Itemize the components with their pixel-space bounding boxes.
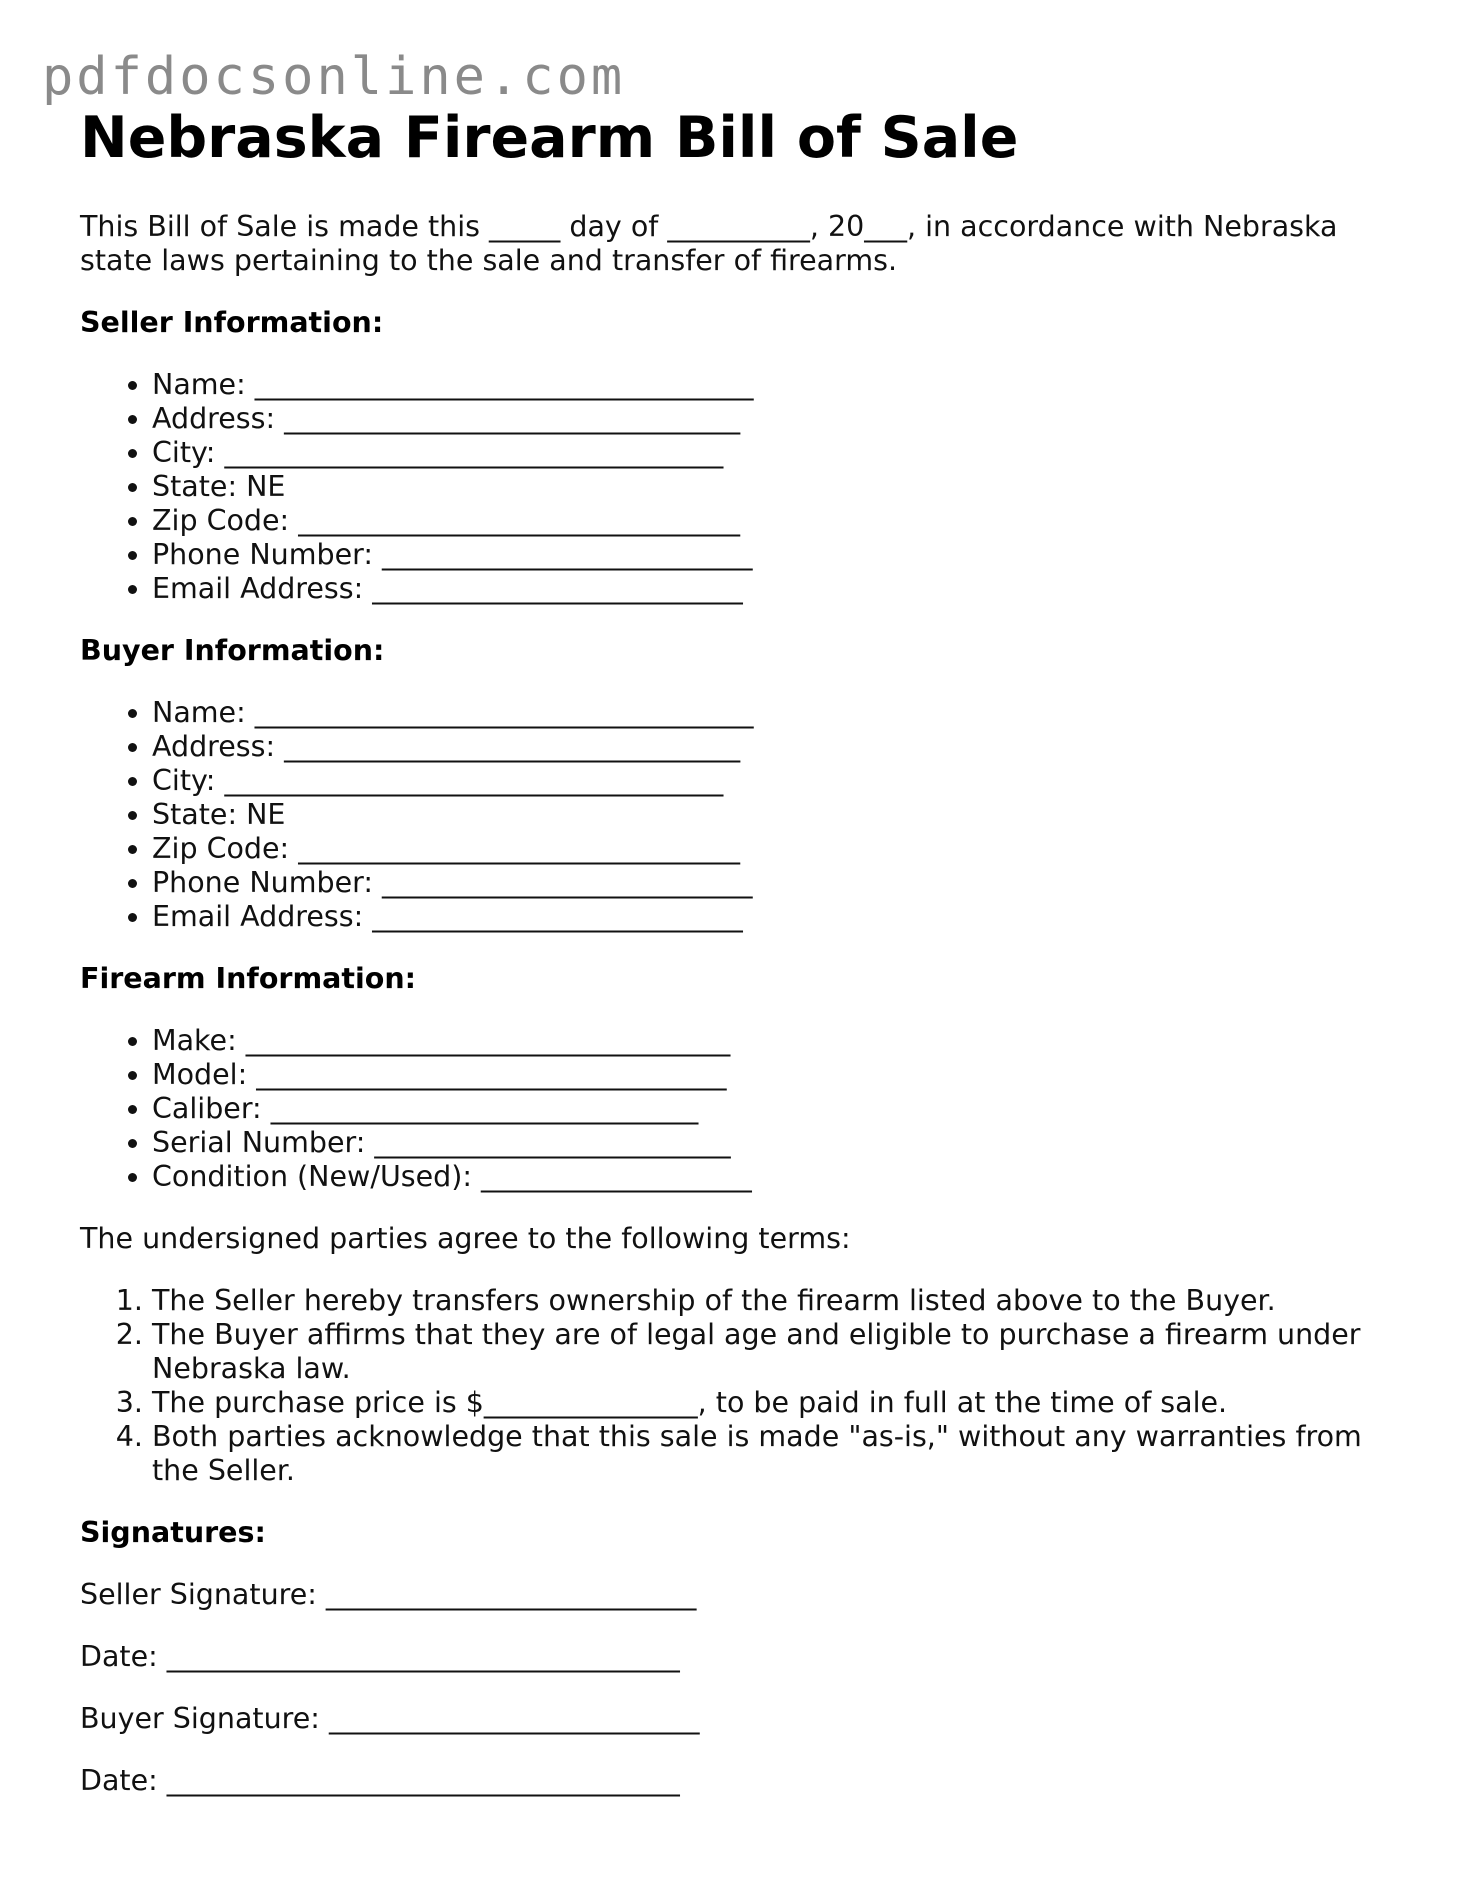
firearm-heading: Firearm Information: bbox=[80, 962, 417, 995]
firearm-info-list bbox=[80, 1024, 1410, 1194]
seller-email-field: • Email Address: __________________________ bbox=[152, 572, 1410, 606]
seller-info-list bbox=[80, 368, 1410, 606]
term-item: 3. The purchase price is $_______________, to be paid in full at the time of sale. bbox=[152, 1386, 1410, 1420]
firearm-condition-field: • Condition (New/Used): ___________________ bbox=[152, 1160, 1410, 1194]
seller-city-field: • City: ___________________________________ bbox=[152, 436, 1410, 470]
document-title: Nebraska Firearm Bill of Sale bbox=[80, 105, 1019, 171]
firearm-serial-field: • Serial Number: _________________________ bbox=[152, 1126, 1410, 1160]
buyer-name-field: • Name: ___________________________________ bbox=[152, 696, 1410, 730]
seller-phone-field: • Phone Number: __________________________ bbox=[152, 538, 1410, 572]
seller-zip-field: • Zip Code: _______________________________ bbox=[152, 504, 1410, 538]
term-item: 2. The Buyer affirms that they are of legal age and eligible to purchase a firearm under Nebraska law. bbox=[152, 1318, 1410, 1386]
buyer-email-field: • Email Address: __________________________ bbox=[152, 900, 1410, 934]
term-item: 4. Both parties acknowledge that this sale is made "as-is," without any warranties from the Seller. bbox=[152, 1420, 1410, 1488]
seller-name-field: • Name: ___________________________________ bbox=[152, 368, 1410, 402]
intro-paragraph: This Bill of Sale is made this _____ day of __________, 20___, in accordance with Nebraska state laws pertaining to the sale and transfer of firearms. bbox=[80, 210, 1338, 277]
buyer-date-line: Date: ____________________________________ bbox=[80, 1764, 680, 1797]
firearm-make-field: • Make: __________________________________ bbox=[152, 1024, 1410, 1058]
seller-address-field: • Address: ________________________________ bbox=[152, 402, 1410, 436]
terms-intro: The undersigned parties agree to the following terms: bbox=[80, 1222, 851, 1255]
buyer-info-list bbox=[80, 696, 1410, 934]
watermark-text: pdfdocsonline.com bbox=[42, 47, 626, 107]
buyer-heading: Buyer Information: bbox=[80, 634, 385, 667]
firearm-caliber-field: • Caliber: ______________________________ bbox=[152, 1092, 1410, 1126]
buyer-state-field: • State: NE bbox=[152, 798, 1410, 832]
seller-state-field: • State: NE bbox=[152, 470, 1410, 504]
firearm-model-field: • Model: _________________________________ bbox=[152, 1058, 1410, 1092]
buyer-phone-field: • Phone Number: __________________________ bbox=[152, 866, 1410, 900]
seller-date-line: Date: ____________________________________ bbox=[80, 1640, 680, 1673]
buyer-signature-line: Buyer Signature: __________________________ bbox=[80, 1702, 700, 1735]
buyer-city-field: • City: ___________________________________ bbox=[152, 764, 1410, 798]
buyer-address-field: • Address: ________________________________ bbox=[152, 730, 1410, 764]
seller-heading: Seller Information: bbox=[80, 306, 384, 339]
seller-signature-line: Seller Signature: __________________________ bbox=[80, 1578, 697, 1611]
buyer-zip-field: • Zip Code: _______________________________ bbox=[152, 832, 1410, 866]
document-page bbox=[80, 100, 1410, 1798]
signatures-heading: Signatures: bbox=[80, 1516, 266, 1549]
terms-list bbox=[80, 1284, 1410, 1488]
term-item: 1. The Seller hereby transfers ownership of the firearm listed above to the Buyer. bbox=[152, 1284, 1410, 1318]
